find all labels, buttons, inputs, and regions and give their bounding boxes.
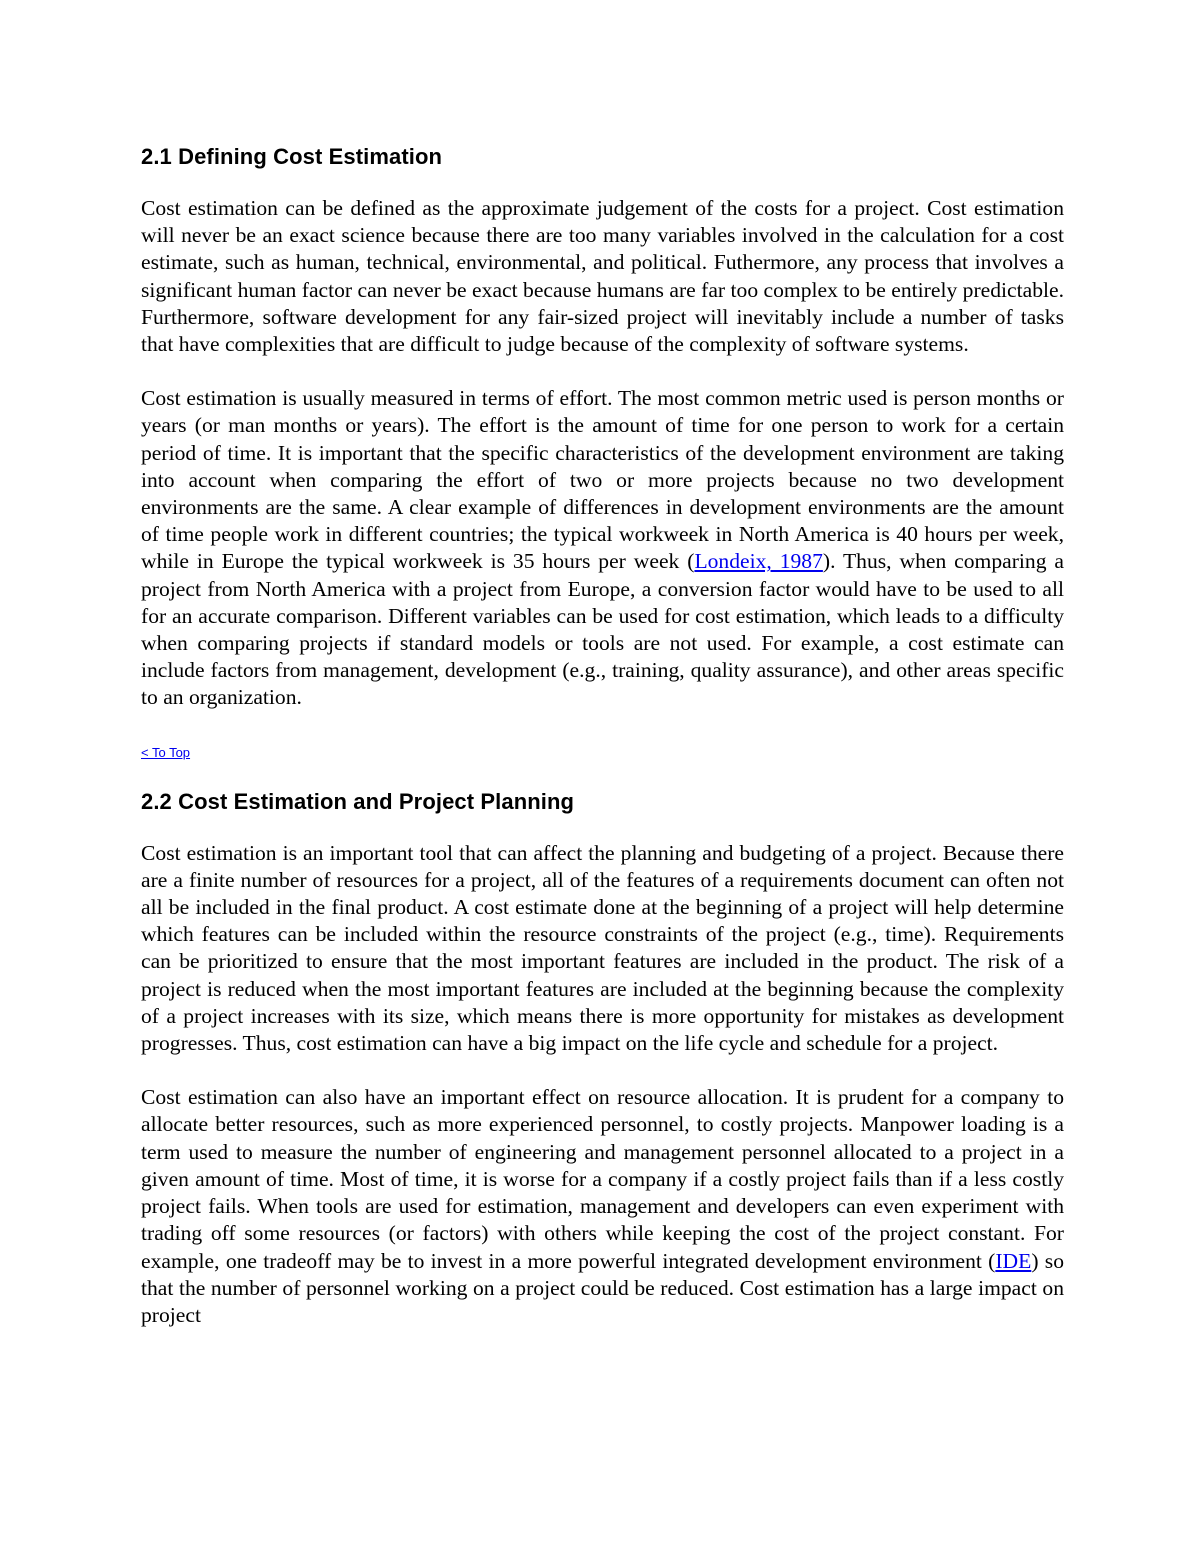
paragraph <box>141 1084 1064 1329</box>
paragraph-text: Cost estimation can also have an important effect on resource allocation. It is prudent for a company to allocate better resources, such as more experienced personnel, to costly projects. Manpower loading is a term used to measure the number of engineering and management personnel allocated to a project in a given amount of time. Most of time, it is worse for a company if a costly project fails than if a less costly project fails. When tools are used for estimation, management and developers can even experiment with trading off some resources (or factors) with others while keeping the cost of the project constant. For example, one tradeoff may be to invest in a more powerful integrated development environment ( <box>141 1085 1064 1273</box>
paragraph-text: ). Thus, when comparing a project from North America with a project from Europe, a conversion factor would have to be used to all for an accurate comparison. Different variables can be used for cost estimation, which leads to a difficulty when comparing projects if standard models or tools are not used. For example, a cost estimate can include factors from management, development (e.g., training, quality assurance), and other areas specific to an organization. <box>141 549 1064 710</box>
document-page <box>141 140 1064 1356</box>
to-top-link[interactable]: < To Top <box>141 744 191 760</box>
paragraph-text: ) so that the number of personnel working on a project could be reduced. Cost estimation has a large impact on project <box>141 1248 1064 1327</box>
section-heading-cost-estimation-project-planning: 2.2 Cost Estimation and Project Planning <box>141 788 575 814</box>
ide-link[interactable]: IDE <box>995 1248 1032 1273</box>
citation-link-londeix[interactable]: Londeix, 1987 <box>694 549 823 574</box>
paragraph <box>141 385 1064 711</box>
paragraph-text: Cost estimation is usually measured in terms of effort. The most common metric used is person months or years (or man months or years). The effort is the amount of time for one person to work for a certain period of time. It is important that the specific characteristics of the development environment are taking into account when comparing the effort of two or more projects because no two development environments are the same. A clear example of differences in development environments are the amount of time people work in different countries; the typical workweek in North America is 40 hours per week, while in Europe the typical workweek is 35 hours per week ( <box>141 386 1064 574</box>
section-heading-defining-cost-estimation: 2.1 Defining Cost Estimation <box>141 144 443 169</box>
paragraph: Cost estimation is an important tool that can affect the planning and budgeting of a project. Because there are a finite number of resources for a project, all of the features of a requirements document can often not all be included in the final product. A cost estimate done at the beginning of a project will help determine which features can be included within the resource constraints of the project (e.g., time). Requirements can be prioritized to ensure that the most important features are included in the product. The risk of a project is reduced when the most important features are included at the beginning because the complexity of a project increases with its size, which means there is more opportunity for mistakes as development progresses. Thus, cost estimation can have a big impact on the life cycle and schedule for a project. <box>141 840 1064 1056</box>
paragraph: Cost estimation can be defined as the approximate judgement of the costs for a project. Cost estimation will never be an exact science because there are too many variables involved in the calculation for a cost estimate, such as human, technical, environmental, and political. Futhermore, any process that involves a significant human factor can never be exact because humans are far too complex to be entirely predictable. Furthermore, software development for any fair-sized project will inevitably include a number of tasks that have complexities that are difficult to judge because of the complexity of software systems. <box>141 196 1064 357</box>
